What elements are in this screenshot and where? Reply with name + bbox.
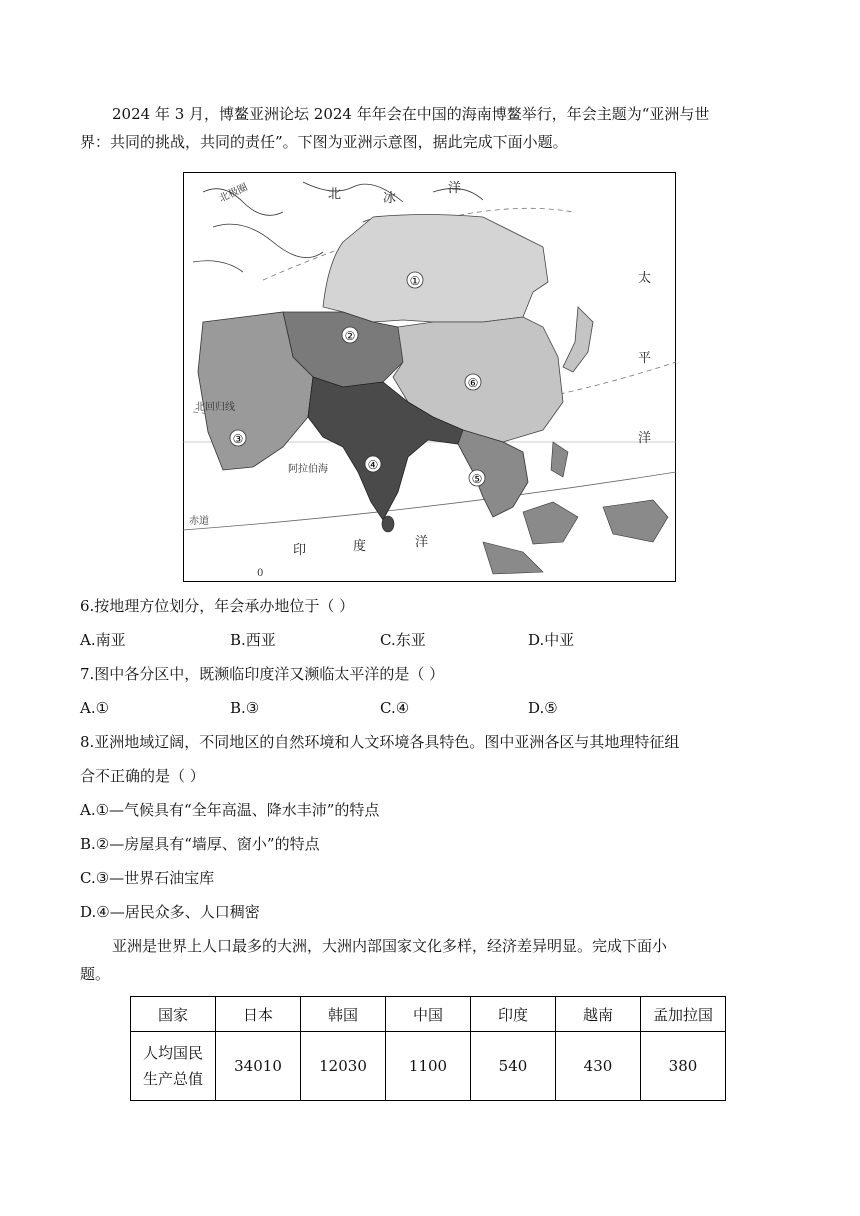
- intro-2-paragraph: [80, 932, 780, 988]
- table-cell: 380: [641, 1032, 726, 1101]
- table-cell: 12030: [301, 1032, 386, 1101]
- q6-option-d[interactable]: D.中亚: [528, 631, 575, 649]
- asia-map: [183, 172, 676, 582]
- table-header-cell: 韩国: [301, 997, 386, 1032]
- table-header-cell: 国家: [131, 997, 216, 1032]
- marker-5: [469, 470, 485, 486]
- svg-text:③: ③: [232, 432, 244, 446]
- intro-paragraph: [80, 100, 780, 156]
- marker-3: [230, 430, 246, 446]
- q7-option-a[interactable]: A.①: [80, 699, 110, 717]
- q6-option-c[interactable]: C.东亚: [380, 631, 426, 649]
- q7-option-c[interactable]: C.④: [380, 699, 410, 717]
- question-7-stem: 7.图中各分区中，既濒临印度洋又濒临太平洋的是（ ）: [80, 665, 445, 683]
- label-equator: 赤道: [189, 516, 209, 527]
- sri-lanka: [382, 516, 394, 532]
- q8-option-d[interactable]: D.④—居民众多、人口稠密: [80, 903, 260, 921]
- label-arctic-2: 冰: [383, 191, 397, 206]
- q8-option-a[interactable]: A.①—气候具有“全年高温、降水丰沛”的特点: [80, 801, 380, 819]
- table-header-cell: 日本: [216, 997, 301, 1032]
- table-row: [131, 1032, 726, 1101]
- table-cell: 430: [556, 1032, 641, 1101]
- question-8-stem-line-1: 8.亚洲地域辽阔，不同地区的自然环境和人文环境各具特色。图中亚洲各区与其地理特征组: [80, 733, 680, 751]
- label-arabian-sea: 阿拉伯海: [288, 464, 328, 475]
- svg-text:④: ④: [367, 458, 379, 472]
- label-arctic-circle: 北极圈: [217, 182, 250, 205]
- marker-1: [407, 272, 423, 288]
- svg-text:②: ②: [344, 329, 356, 343]
- label-tropic: 北回归线: [195, 402, 235, 413]
- intro-2-line-1: 亚洲是世界上人口最多的大洲，大洲内部国家文化多样，经济差异明显。完成下面小: [112, 937, 668, 955]
- q7-option-d[interactable]: D.⑤: [528, 699, 558, 717]
- intro-line-1: 2024 年 3 月，博鳌亚洲论坛 2024 年年会在中国的海南博鳌举行，年会主题为“亚洲与世: [112, 105, 710, 123]
- question-8-stem-line-2: 合不正确的是（ ）: [80, 767, 205, 785]
- label-zero: 0: [257, 568, 264, 579]
- q6-option-b[interactable]: B.西亚: [230, 631, 276, 649]
- marker-6: [465, 374, 481, 390]
- table-header-cell: 孟加拉国: [641, 997, 726, 1032]
- table-row-label: [131, 1032, 216, 1101]
- label-arctic-3: 洋: [448, 181, 462, 196]
- label-pacific-2: 平: [638, 351, 652, 366]
- label-pacific-3: 洋: [638, 431, 652, 446]
- label-indian-1: 印: [293, 543, 307, 558]
- q7-option-b[interactable]: B.③: [230, 699, 260, 717]
- q8-option-b[interactable]: B.②—房屋具有“墙厚、窗小”的特点: [80, 835, 320, 853]
- svg-text:⑥: ⑥: [467, 376, 479, 390]
- label-pacific-1: 太: [638, 271, 652, 286]
- intro-2-line-2: 题。: [80, 965, 111, 983]
- table-header-cell: 中国: [386, 997, 471, 1032]
- q8-option-c[interactable]: C.③—世界石油宝库: [80, 869, 215, 887]
- table-header-row: [131, 997, 726, 1032]
- marker-2: [342, 327, 358, 343]
- row-label-line-1: 人均国民: [142, 1044, 203, 1062]
- svg-text:①: ①: [409, 274, 421, 288]
- marker-4: [365, 456, 381, 472]
- table-header-cell: 印度: [471, 997, 556, 1032]
- row-label-line-2: 生产总值: [142, 1070, 203, 1088]
- q6-option-a[interactable]: A.南亚: [80, 631, 126, 649]
- svg-text:⑤: ⑤: [471, 472, 483, 486]
- table-header-cell: 越南: [556, 997, 641, 1032]
- table-cell: 1100: [386, 1032, 471, 1101]
- table-cell: 34010: [216, 1032, 301, 1101]
- label-arctic-1: 北: [328, 187, 342, 202]
- gdp-table: [130, 996, 726, 1101]
- label-indian-2: 度: [353, 539, 367, 554]
- intro-line-2: 界：共同的挑战，共同的责任”。下图为亚洲示意图，据此完成下面小题。: [80, 133, 568, 151]
- question-6-stem: 6.按地理方位划分，年会承办地位于（ ）: [80, 597, 355, 615]
- label-indian-3: 洋: [415, 535, 429, 550]
- table-cell: 540: [471, 1032, 556, 1101]
